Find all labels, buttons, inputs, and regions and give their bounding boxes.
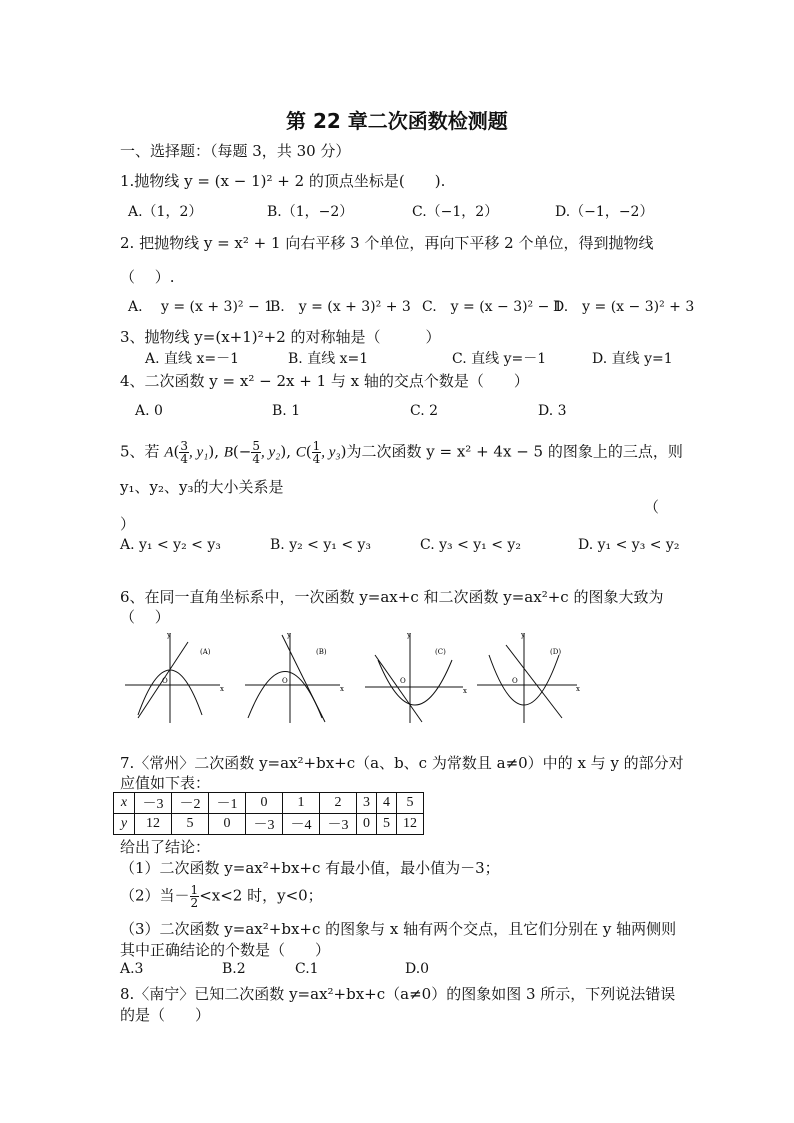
q7-option-a: A.3 xyxy=(120,961,144,977)
q7-c2-den: 2 xyxy=(190,896,199,910)
q5-option-b: B. y₂ < y₁ < y₃ xyxy=(270,537,372,553)
q7-conclusion-intro: 给出了结论： xyxy=(120,838,211,856)
q2-stem: 2. 把抛物线 y = x² + 1 向右平移 3 个单位，再向下平移 2 个单位，得到抛物线 xyxy=(120,234,654,252)
table-cell: －2 xyxy=(172,793,209,814)
q4-stem: 4、二次函数 y = x² − 2x + 1 与 x 轴的交点个数是（ ） xyxy=(120,372,529,390)
q5-line2: y₁、y₂、y₃的大小关系是 xyxy=(120,478,284,496)
q2-option-c: C. y = (x − 3)² − 1 xyxy=(422,299,563,315)
q8-stem-cont: 的是（ ） xyxy=(120,1006,211,1024)
q3-option-c: C. 直线 y=－1 xyxy=(452,351,547,367)
q5-point-c: C xyxy=(295,444,306,461)
q5-b-den: 4 xyxy=(252,452,260,466)
q1-option-b: B.（1，−2） xyxy=(267,204,354,220)
table-cell: 0 xyxy=(209,814,246,835)
q1-option-a: A.（1，2） xyxy=(128,204,203,220)
section-heading: 一、选择题：（每题 3，共 30 分） xyxy=(120,142,351,160)
q5-c-y: , y₃ xyxy=(321,444,341,461)
q5-b-y: , y₂ xyxy=(260,444,281,461)
q4-option-d: D. 3 xyxy=(538,403,567,419)
x-axis-label: x xyxy=(576,685,580,693)
q5-option-a: A. y₁ < y₂ < y₃ xyxy=(120,537,221,553)
q3-stem: 3、抛物线 y=(x+1)²+2 的对称轴是（ ） xyxy=(120,328,441,346)
table-cell: －3 xyxy=(246,814,283,835)
y-axis-label: y xyxy=(521,631,525,639)
table-cell: 12 xyxy=(135,814,172,835)
table-cell: 3 xyxy=(357,793,377,814)
table-row-y xyxy=(114,814,424,835)
table-cell: 12 xyxy=(397,814,424,835)
y-axis-label: y xyxy=(167,631,171,639)
q7-option-c: C.1 xyxy=(295,961,319,977)
graph-label-b: (B) xyxy=(316,648,327,656)
q6-stem: 6、在同一直角坐标系中，一次函数 y=ax+c 和二次函数 y=ax²+c 的图象大致为 xyxy=(120,588,664,606)
q8-stem: 8.〈南宁〉已知二次函数 y=ax²+bx+c（a≠0）的图象如图 3 所示，下列说法错误 xyxy=(120,985,676,1003)
graph-label-a: (A) xyxy=(200,648,211,656)
origin-label: O xyxy=(162,677,168,685)
y-axis-label: y xyxy=(287,631,291,639)
q4-option-a: A. 0 xyxy=(135,403,163,419)
page-title: 第 22 章二次函数检测题 xyxy=(286,109,508,133)
graph-d xyxy=(474,630,584,725)
graph-a xyxy=(120,630,230,725)
q5-c-fraction xyxy=(312,440,322,465)
x-axis-label: x xyxy=(340,685,344,693)
q6-stem-paren: （ ） xyxy=(120,608,170,626)
q5-c-den: 4 xyxy=(312,452,321,466)
q1-option-c: C.（−1，2） xyxy=(412,204,499,220)
q7-c2-num: 1 xyxy=(190,883,199,897)
q5-a-fraction xyxy=(179,440,189,465)
q5-point-a: A xyxy=(164,444,174,461)
q2-option-a: A. y = (x + 3)² − 1 xyxy=(128,299,274,315)
q5-b-fraction xyxy=(251,440,261,465)
q3-option-a: A. 直线 x=－1 xyxy=(145,351,239,367)
q7-option-b: B.2 xyxy=(222,961,246,977)
q3-option-b: B. 直线 x=1 xyxy=(288,351,369,367)
row-label-y: y xyxy=(114,814,135,835)
q5-paren-close: ） xyxy=(120,515,136,533)
graph-b xyxy=(240,630,350,725)
q5-point-b: B xyxy=(223,444,233,461)
origin-label: O xyxy=(512,677,518,685)
q7-c2-fraction xyxy=(190,884,200,909)
table-cell: 0 xyxy=(246,793,283,814)
q1-stem: 1.抛物线 y = (x − 1)² + 2 的顶点坐标是( ). xyxy=(120,172,446,190)
q2-option-d: D. y = (x − 3)² + 3 xyxy=(553,299,695,315)
q7-c2-prefix: （2）当－ xyxy=(120,886,190,905)
table-cell: －3 xyxy=(135,793,172,814)
line xyxy=(375,655,422,722)
q5-paren-open: （ xyxy=(644,498,660,516)
q5-a-y: , y₁ xyxy=(188,444,209,461)
q5-b-num: 5 xyxy=(252,439,260,453)
q4-option-b: B. 1 xyxy=(272,403,301,419)
q5-a-num: 3 xyxy=(180,439,188,453)
q7-c2-suffix: <x<2 时，y<0； xyxy=(199,886,323,905)
table-cell: －4 xyxy=(283,814,320,835)
y-axis-label: y xyxy=(407,631,411,639)
q2-stem-paren: （ ）. xyxy=(120,268,175,286)
q7-question: 其中正确结论的个数是（ ） xyxy=(120,941,331,959)
table-cell: 1 xyxy=(283,793,320,814)
q7-stem-cont: 应值如下表： xyxy=(120,774,211,792)
q7-conclusion-2 xyxy=(120,884,323,909)
table-cell: 5 xyxy=(377,814,397,835)
x-axis-label: x xyxy=(463,687,467,695)
origin-label: O xyxy=(400,677,406,685)
q7-option-d: D.0 xyxy=(405,961,430,977)
table-cell: 5 xyxy=(172,814,209,835)
graph-label-d: (D) xyxy=(550,648,562,656)
q4-option-c: C. 2 xyxy=(410,403,439,419)
q7-conclusion-1: （1）二次函数 y=ax²+bx+c 有最小值，最小值为－3； xyxy=(120,859,500,877)
table-cell: 4 xyxy=(377,793,397,814)
parabola xyxy=(378,660,452,705)
q5-prefix: 5、若 xyxy=(120,442,165,461)
q1-option-d: D.（−1，−2） xyxy=(555,204,654,220)
q5-a-den: 4 xyxy=(180,452,188,466)
table-cell: －3 xyxy=(320,814,357,835)
q5-stem: 5、若 A( $\frac{3}{4}$ , y₁), B(− $\frac{5}{4}$ , y₂), C( $\frac{1}{4}$ , y₃)为二次函数 y = x² + 4x − 5 的图象上的三点，则 xyxy=(120,439,683,466)
table-cell: 2 xyxy=(320,793,357,814)
table-cell: －1 xyxy=(209,793,246,814)
q5-suffix: 为二次函数 y = x² + 4x − 5 的图象上的三点，则 xyxy=(346,442,683,461)
row-label-x: x xyxy=(114,793,135,814)
origin-label: O xyxy=(282,677,288,685)
q5-option-d: D. y₁ < y₃ < y₂ xyxy=(578,537,680,553)
x-axis-label: x xyxy=(220,685,224,693)
graph-c xyxy=(360,630,470,725)
q2-option-b: B. y = (x + 3)² + 3 xyxy=(270,299,411,315)
q3-option-d: D. 直线 y=1 xyxy=(592,351,673,367)
table-row-x xyxy=(114,793,424,814)
q7-stem: 7.〈常州〉二次函数 y=ax²+bx+c（a、b、c 为常数且 a≠0）中的 x 与 y 的部分对 xyxy=(120,754,684,772)
table-cell: 5 xyxy=(397,793,424,814)
q7-conclusion-3: （3）二次函数 y=ax²+bx+c 的图象与 x 轴有两个交点，且它们分别在 y 轴两侧则 xyxy=(120,920,677,938)
table-cell: 0 xyxy=(357,814,377,835)
value-table xyxy=(113,792,424,835)
q5-option-c: C. y₃ < y₁ < y₂ xyxy=(420,537,521,553)
q5-c-num: 1 xyxy=(312,439,321,453)
graph-label-c: (C) xyxy=(435,648,446,656)
